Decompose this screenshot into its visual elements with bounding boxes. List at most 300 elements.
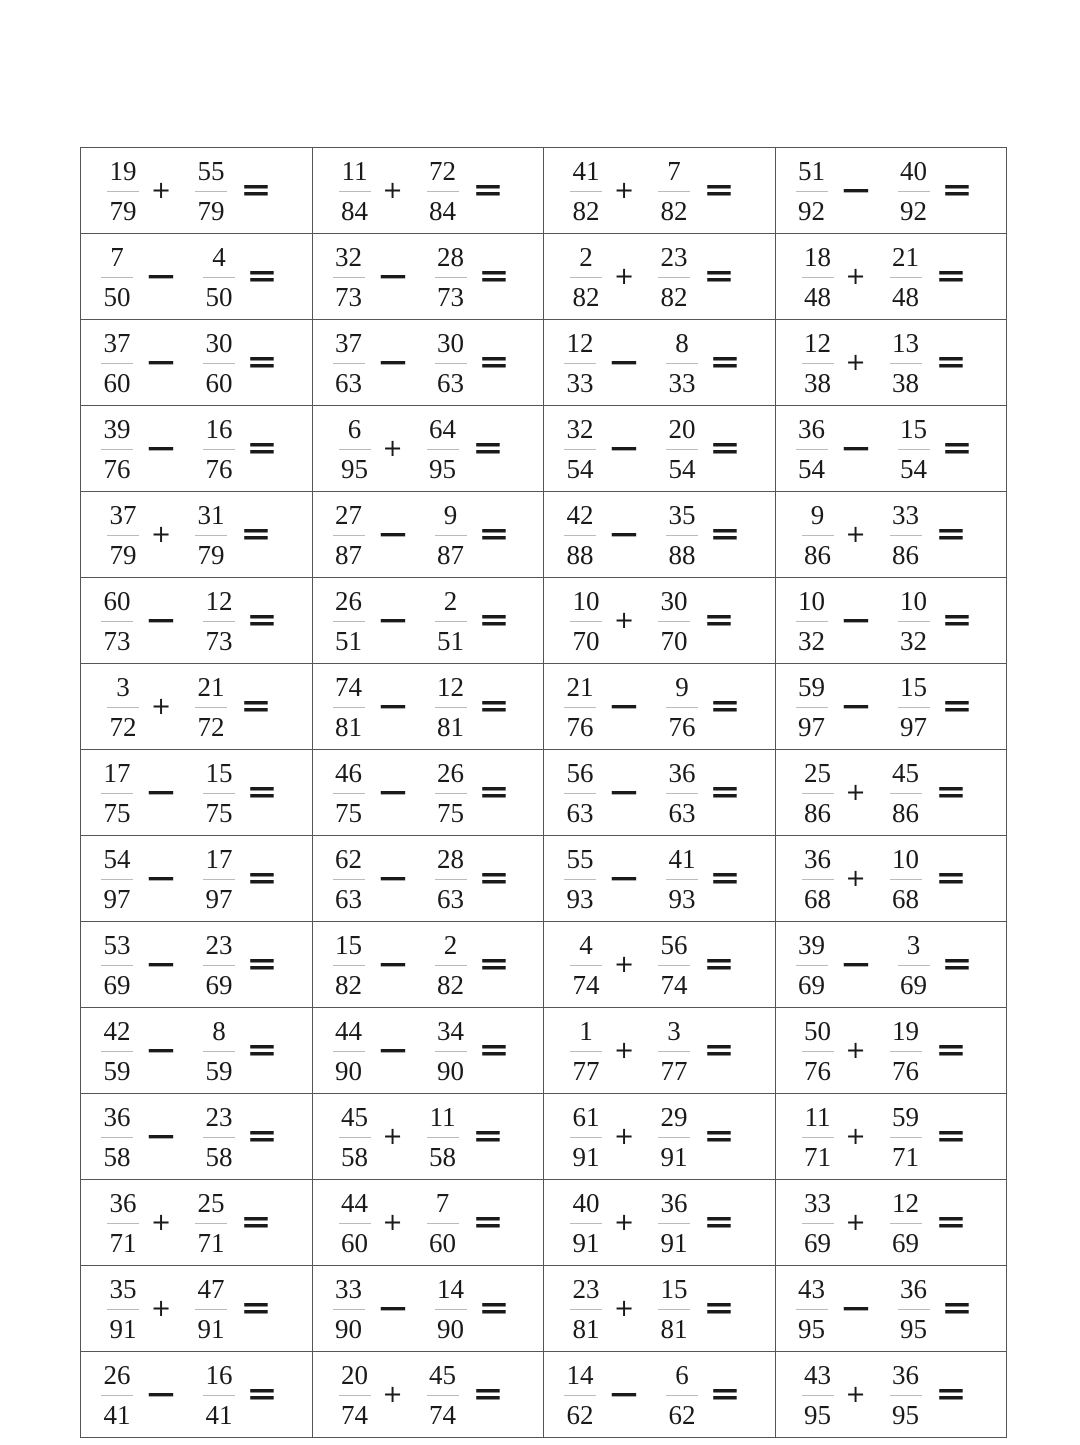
fraction-bar xyxy=(564,793,596,794)
second-fraction xyxy=(197,586,241,656)
denominator: 79 xyxy=(197,196,225,226)
equals-sign: = xyxy=(709,775,741,810)
fraction-bar xyxy=(101,965,133,966)
numerator: 59 xyxy=(798,672,825,702)
fraction-bar xyxy=(333,1051,365,1052)
minus-operator: − xyxy=(144,345,178,380)
plus-operator: + xyxy=(382,176,403,204)
problem-cell xyxy=(312,1352,544,1438)
equals-sign: = xyxy=(471,1377,504,1412)
first-fraction xyxy=(327,930,371,1000)
fraction-bar xyxy=(107,1223,139,1224)
equals-sign: = xyxy=(240,1291,272,1326)
fraction-bar xyxy=(427,1395,459,1396)
first-fraction xyxy=(564,156,608,226)
numerator: 1 xyxy=(579,1016,593,1046)
second-fraction xyxy=(660,844,704,914)
denominator: 75 xyxy=(335,798,362,828)
numerator: 23 xyxy=(660,242,688,272)
numerator: 2 xyxy=(443,586,458,616)
plus-operator: + xyxy=(845,1122,866,1150)
numerator: 10 xyxy=(572,586,600,616)
numerator: 20 xyxy=(341,1360,368,1390)
problem-cell xyxy=(775,1008,1007,1094)
denominator: 79 xyxy=(197,540,225,570)
fraction-bar xyxy=(195,191,227,192)
fraction-bar xyxy=(339,1223,371,1224)
first-fraction xyxy=(327,1274,371,1344)
problem-cell xyxy=(81,836,313,922)
fraction-bar xyxy=(890,277,922,278)
plus-operator: + xyxy=(613,1294,635,1322)
second-fraction xyxy=(652,586,696,656)
denominator: 63 xyxy=(437,884,464,914)
numerator: 61 xyxy=(572,1102,600,1132)
problem-cell xyxy=(544,1008,776,1094)
fraction-bar xyxy=(101,277,133,278)
numerator: 13 xyxy=(892,328,919,358)
fraction-bar xyxy=(898,1309,930,1310)
denominator: 82 xyxy=(660,282,688,312)
problem-cell xyxy=(81,1180,313,1266)
problem-cell xyxy=(775,1094,1007,1180)
minus-operator: − xyxy=(376,259,409,294)
denominator: 81 xyxy=(335,712,362,742)
second-fraction xyxy=(884,1188,928,1258)
first-fraction xyxy=(790,414,834,484)
numerator: 28 xyxy=(437,844,464,874)
equals-sign: = xyxy=(703,1291,735,1326)
problem-cell xyxy=(775,1180,1007,1266)
fraction-bar xyxy=(570,1223,602,1224)
equals-sign: = xyxy=(709,345,741,380)
fraction-bar xyxy=(658,1223,690,1224)
equals-sign: = xyxy=(471,431,504,466)
first-fraction xyxy=(790,586,834,656)
second-fraction xyxy=(660,328,704,398)
numerator: 50 xyxy=(804,1016,831,1046)
numerator: 28 xyxy=(437,242,464,272)
plus-operator: + xyxy=(845,1208,866,1236)
denominator: 59 xyxy=(103,1056,131,1086)
fraction-bar xyxy=(195,1223,227,1224)
fraction-bar xyxy=(435,535,467,536)
equals-sign: = xyxy=(709,689,741,724)
second-fraction xyxy=(189,1274,233,1344)
equals-sign: = xyxy=(477,259,510,294)
first-fraction xyxy=(333,156,377,226)
numerator: 15 xyxy=(205,758,233,788)
numerator: 12 xyxy=(437,672,464,702)
denominator: 82 xyxy=(335,970,362,1000)
first-fraction xyxy=(333,1102,377,1172)
fraction-bar xyxy=(802,535,834,536)
fraction-bar xyxy=(564,1395,596,1396)
denominator: 54 xyxy=(566,454,594,484)
minus-operator: − xyxy=(376,947,409,982)
plus-operator: + xyxy=(845,262,866,290)
first-fraction xyxy=(558,758,602,828)
numerator: 46 xyxy=(335,758,362,788)
problem-cell xyxy=(775,406,1007,492)
fraction-bar xyxy=(333,793,365,794)
first-fraction xyxy=(327,328,371,398)
worksheet-row xyxy=(81,1094,1007,1180)
denominator: 87 xyxy=(335,540,362,570)
problem-cell xyxy=(81,406,313,492)
numerator: 14 xyxy=(437,1274,464,1304)
denominator: 95 xyxy=(892,1400,919,1430)
fraction-bar xyxy=(570,1309,602,1310)
second-fraction xyxy=(884,500,928,570)
fraction-bar xyxy=(107,707,139,708)
first-fraction xyxy=(327,672,371,742)
equals-sign: = xyxy=(709,431,741,466)
plus-operator: + xyxy=(382,434,403,462)
denominator: 32 xyxy=(798,626,825,656)
denominator: 87 xyxy=(437,540,464,570)
fraction-bar xyxy=(101,449,133,450)
fraction-bar xyxy=(339,1137,371,1138)
second-fraction xyxy=(892,414,936,484)
second-fraction xyxy=(884,242,928,312)
fraction-bar xyxy=(666,449,698,450)
numerator: 40 xyxy=(900,156,927,186)
problem-cell xyxy=(81,664,313,750)
equals-sign: = xyxy=(477,861,510,896)
fraction-bar xyxy=(333,707,365,708)
problem-cell xyxy=(775,234,1007,320)
denominator: 51 xyxy=(437,626,464,656)
fraction-bar xyxy=(802,363,834,364)
second-fraction xyxy=(884,1360,928,1430)
plus-operator: + xyxy=(150,1208,172,1236)
first-fraction xyxy=(327,242,371,312)
denominator: 73 xyxy=(335,282,362,312)
fraction-bar xyxy=(435,1309,467,1310)
numerator: 37 xyxy=(335,328,362,358)
denominator: 95 xyxy=(341,454,368,484)
problem-cell xyxy=(312,750,544,836)
fraction-bar xyxy=(101,879,133,880)
denominator: 82 xyxy=(660,196,688,226)
numerator: 64 xyxy=(429,414,456,444)
fraction-bar xyxy=(203,879,235,880)
denominator: 86 xyxy=(892,540,919,570)
denominator: 38 xyxy=(892,368,919,398)
plus-operator: + xyxy=(150,1294,172,1322)
plus-operator: + xyxy=(382,1208,403,1236)
fraction-bar xyxy=(195,707,227,708)
numerator: 10 xyxy=(798,586,825,616)
numerator: 62 xyxy=(335,844,362,874)
denominator: 73 xyxy=(437,282,464,312)
problem-cell xyxy=(544,922,776,1008)
first-fraction xyxy=(796,1188,840,1258)
denominator: 60 xyxy=(341,1228,368,1258)
second-fraction xyxy=(429,758,473,828)
second-fraction xyxy=(652,1274,696,1344)
denominator: 75 xyxy=(103,798,131,828)
minus-operator: − xyxy=(376,603,409,638)
minus-operator: − xyxy=(376,1291,409,1326)
numerator: 3 xyxy=(906,930,921,960)
second-fraction xyxy=(197,758,241,828)
second-fraction xyxy=(197,1016,241,1086)
first-fraction xyxy=(95,242,139,312)
numerator: 21 xyxy=(566,672,594,702)
first-fraction xyxy=(333,1360,377,1430)
denominator: 88 xyxy=(566,540,594,570)
denominator: 33 xyxy=(668,368,696,398)
numerator: 74 xyxy=(335,672,362,702)
denominator: 54 xyxy=(900,454,927,484)
denominator: 95 xyxy=(429,454,456,484)
second-fraction xyxy=(429,328,473,398)
problem-cell xyxy=(312,1008,544,1094)
problem-cell xyxy=(312,148,544,234)
equals-sign: = xyxy=(703,1119,735,1154)
first-fraction xyxy=(101,156,145,226)
denominator: 69 xyxy=(892,1228,919,1258)
numerator: 43 xyxy=(804,1360,831,1390)
denominator: 69 xyxy=(103,970,131,1000)
problem-cell xyxy=(775,1266,1007,1352)
denominator: 84 xyxy=(429,196,456,226)
denominator: 88 xyxy=(668,540,696,570)
problem-cell xyxy=(544,406,776,492)
first-fraction xyxy=(790,156,834,226)
fraction-bar xyxy=(333,621,365,622)
fraction-bar xyxy=(203,1395,235,1396)
denominator: 71 xyxy=(197,1228,225,1258)
denominator: 54 xyxy=(668,454,696,484)
fraction-bar xyxy=(339,1395,371,1396)
first-fraction xyxy=(558,672,602,742)
worksheet-row xyxy=(81,664,1007,750)
denominator: 97 xyxy=(103,884,131,914)
second-fraction xyxy=(892,586,936,656)
minus-operator: − xyxy=(376,775,409,810)
numerator: 42 xyxy=(566,500,594,530)
fraction-bar xyxy=(666,363,698,364)
fraction-bar xyxy=(890,1051,922,1052)
plus-operator: + xyxy=(845,520,866,548)
numerator: 60 xyxy=(103,586,131,616)
denominator: 60 xyxy=(103,368,131,398)
numerator: 2 xyxy=(579,242,593,272)
fraction-bar xyxy=(666,535,698,536)
problem-cell xyxy=(775,148,1007,234)
numerator: 56 xyxy=(566,758,594,788)
numerator: 7 xyxy=(110,242,124,272)
equals-sign: = xyxy=(477,775,510,810)
fraction-bar xyxy=(570,191,602,192)
first-fraction xyxy=(101,1188,145,1258)
denominator: 92 xyxy=(798,196,825,226)
second-fraction xyxy=(197,328,241,398)
fraction-bar xyxy=(898,191,930,192)
denominator: 90 xyxy=(335,1314,362,1344)
problem-cell xyxy=(81,148,313,234)
numerator: 9 xyxy=(443,500,458,530)
denominator: 58 xyxy=(429,1142,456,1172)
equals-sign: = xyxy=(471,1119,504,1154)
equals-sign: = xyxy=(240,689,272,724)
equals-sign: = xyxy=(240,1205,272,1240)
numerator: 26 xyxy=(335,586,362,616)
denominator: 33 xyxy=(566,368,594,398)
denominator: 74 xyxy=(660,970,688,1000)
minus-operator: − xyxy=(376,1033,409,1068)
first-fraction xyxy=(558,328,602,398)
denominator: 75 xyxy=(205,798,233,828)
plus-operator: + xyxy=(382,1122,403,1150)
denominator: 59 xyxy=(205,1056,233,1086)
fraction-bar xyxy=(890,1223,922,1224)
numerator: 8 xyxy=(212,1016,226,1046)
denominator: 90 xyxy=(437,1056,464,1086)
fraction-bar xyxy=(898,707,930,708)
denominator: 93 xyxy=(668,884,696,914)
first-fraction xyxy=(95,586,139,656)
fraction-bar xyxy=(802,1137,834,1138)
second-fraction xyxy=(429,586,473,656)
equals-sign: = xyxy=(246,775,278,810)
problem-cell xyxy=(81,922,313,1008)
fraction-bar xyxy=(427,1137,459,1138)
denominator: 38 xyxy=(804,368,831,398)
denominator: 76 xyxy=(668,712,696,742)
minus-operator: − xyxy=(607,431,641,466)
equals-sign: = xyxy=(240,517,272,552)
problem-cell xyxy=(775,836,1007,922)
fraction-bar xyxy=(564,879,596,880)
numerator: 55 xyxy=(197,156,225,186)
first-fraction xyxy=(564,242,608,312)
fraction-bar xyxy=(802,1051,834,1052)
numerator: 42 xyxy=(103,1016,131,1046)
equals-sign: = xyxy=(703,1205,735,1240)
second-fraction xyxy=(429,1274,473,1344)
equals-sign: = xyxy=(934,775,967,810)
denominator: 75 xyxy=(437,798,464,828)
first-fraction xyxy=(796,758,840,828)
equals-sign: = xyxy=(477,1291,510,1326)
numerator: 12 xyxy=(892,1188,919,1218)
first-fraction xyxy=(564,930,608,1000)
second-fraction xyxy=(189,156,233,226)
fraction-bar xyxy=(333,879,365,880)
minus-operator: − xyxy=(376,861,409,896)
fraction-bar xyxy=(796,191,828,192)
equals-sign: = xyxy=(703,603,735,638)
first-fraction xyxy=(101,672,145,742)
minus-operator: − xyxy=(376,517,409,552)
second-fraction xyxy=(197,414,241,484)
fraction-bar xyxy=(333,277,365,278)
problem-cell xyxy=(312,1180,544,1266)
first-fraction xyxy=(558,844,602,914)
numerator: 31 xyxy=(197,500,225,530)
first-fraction xyxy=(95,1102,139,1172)
equals-sign: = xyxy=(940,603,973,638)
plus-operator: + xyxy=(613,1036,635,1064)
fraction-bar xyxy=(570,1051,602,1052)
problem-cell xyxy=(544,1352,776,1438)
problem-cell xyxy=(312,406,544,492)
numerator: 23 xyxy=(205,930,233,960)
denominator: 68 xyxy=(892,884,919,914)
denominator: 97 xyxy=(205,884,233,914)
numerator: 41 xyxy=(668,844,696,874)
first-fraction xyxy=(327,844,371,914)
fraction-bar xyxy=(890,1137,922,1138)
numerator: 41 xyxy=(572,156,600,186)
denominator: 95 xyxy=(804,1400,831,1430)
plus-operator: + xyxy=(613,176,635,204)
equals-sign: = xyxy=(246,431,278,466)
fraction-bar xyxy=(435,965,467,966)
second-fraction xyxy=(429,1016,473,1086)
denominator: 74 xyxy=(572,970,600,1000)
minus-operator: − xyxy=(607,689,641,724)
denominator: 60 xyxy=(429,1228,456,1258)
denominator: 32 xyxy=(900,626,927,656)
denominator: 58 xyxy=(341,1142,368,1172)
worksheet-row xyxy=(81,406,1007,492)
fraction-bar xyxy=(666,879,698,880)
denominator: 97 xyxy=(900,712,927,742)
equals-sign: = xyxy=(934,259,967,294)
equals-sign: = xyxy=(940,173,973,208)
numerator: 43 xyxy=(798,1274,825,1304)
numerator: 56 xyxy=(660,930,688,960)
denominator: 41 xyxy=(205,1400,233,1430)
problem-cell xyxy=(775,664,1007,750)
equals-sign: = xyxy=(934,1377,967,1412)
numerator: 18 xyxy=(804,242,831,272)
denominator: 86 xyxy=(804,540,831,570)
second-fraction xyxy=(429,242,473,312)
second-fraction xyxy=(197,844,241,914)
problem-cell xyxy=(775,922,1007,1008)
first-fraction xyxy=(95,1360,139,1430)
numerator: 15 xyxy=(335,930,362,960)
numerator: 35 xyxy=(109,1274,137,1304)
worksheet-row xyxy=(81,234,1007,320)
worksheet-row xyxy=(81,492,1007,578)
minus-operator: − xyxy=(607,775,641,810)
equals-sign: = xyxy=(477,517,510,552)
fraction-bar xyxy=(427,1223,459,1224)
second-fraction xyxy=(652,242,696,312)
fraction-bar xyxy=(564,707,596,708)
first-fraction xyxy=(564,1016,608,1086)
numerator: 47 xyxy=(197,1274,225,1304)
denominator: 79 xyxy=(109,196,137,226)
numerator: 6 xyxy=(347,414,362,444)
problem-cell xyxy=(81,1094,313,1180)
first-fraction xyxy=(327,586,371,656)
numerator: 37 xyxy=(103,328,131,358)
denominator: 81 xyxy=(660,1314,688,1344)
denominator: 41 xyxy=(103,1400,131,1430)
minus-operator: − xyxy=(144,861,178,896)
plus-operator: + xyxy=(613,1122,635,1150)
equals-sign: = xyxy=(940,947,973,982)
first-fraction xyxy=(558,500,602,570)
